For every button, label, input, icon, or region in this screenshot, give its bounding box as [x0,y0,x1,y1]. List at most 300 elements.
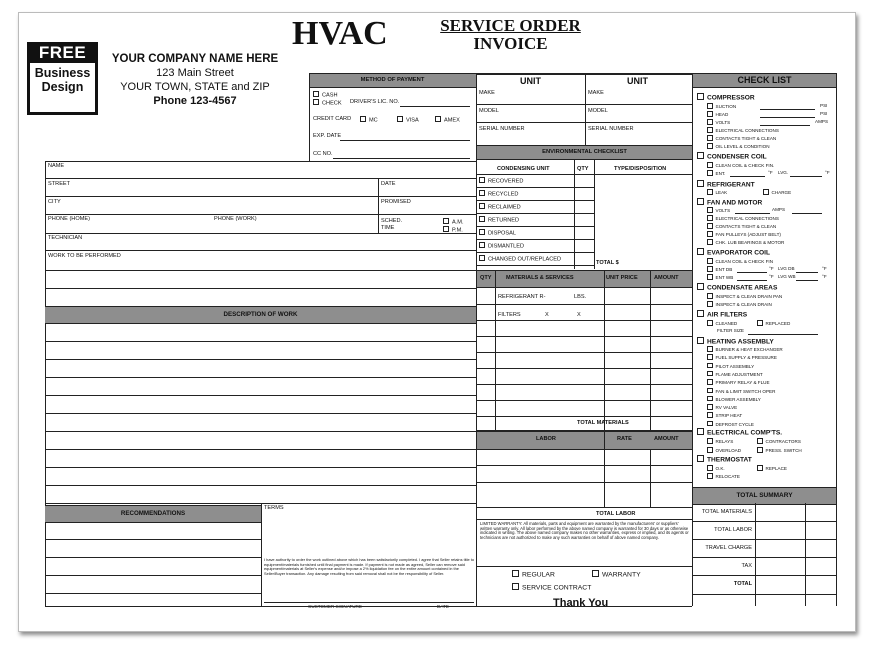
thermostat-ok-checkbox[interactable] [707,465,713,471]
lvg-db: LVG DB [778,266,795,271]
mat-vdiv-amount [650,270,651,507]
terms-divider [261,503,262,606]
unit-header-1: UNIT [520,76,541,86]
unit1-make: MAKE [479,90,495,96]
company-street: 123 Main Street [156,67,234,79]
heating-item-checkbox[interactable] [707,346,713,352]
heating-item[interactable]: STRIP HEAT [707,412,742,419]
heating-item[interactable]: FUEL SUPPLY & PRESSURE [707,354,777,361]
mat-total: TOTAL MATERIALS [577,420,629,426]
fan-pulleys[interactable]: FAN PULLEYS (ADJUST BELT) [707,231,781,238]
fm-volts[interactable]: VOLTS [707,207,730,214]
env-item[interactable] [479,203,521,212]
env-col-type: TYPE/DISPOSITION [614,166,667,172]
contacts[interactable]: CONTACTS TIGHT & CLEAN [707,135,776,142]
env-row-line [477,187,594,188]
rec-line-3 [45,575,261,576]
sched-label: SCHED. [381,218,403,224]
press-switch-checkbox[interactable] [757,447,763,453]
thermostat-replace-checkbox[interactable] [757,465,763,471]
warranty-text: LIMITED WARRANTY: All materials, parts and equipment are warranted by the manufacturers' or suppliers' written warranty only. All labor performed by the above named company is warranted for 30 days or as otherwise indicated in writing. The above named company makes no other warranties, express or implied, and its agents or technicians are not authorized to make any such warranties on behalf of above named company. [480,521,689,540]
press-switch[interactable]: PRESS. SWITCH [757,447,802,454]
title-invoice: INVOICE [473,34,548,53]
mat-vdiv-unit [604,270,605,431]
pay-amex[interactable]: AMEX [435,116,460,125]
labor-line[interactable] [477,482,692,483]
labor-col-amount: AMOUNT [654,436,679,442]
env-row-line [477,239,594,240]
thermostat-replace[interactable]: REPLACE [757,465,787,472]
fm-contacts[interactable]: CONTACTS TIGHT & CLEAN [707,223,776,230]
env-checkbox[interactable] [479,255,485,261]
drivers-lic-line[interactable] [400,106,470,107]
compressor-checkbox[interactable] [697,93,704,100]
heating-assembly-checkbox[interactable] [697,337,704,344]
condenser-coil[interactable]: CONDENSER COIL [697,152,767,162]
env-row-line [477,265,595,266]
phone-home-label: PHONE (HOME) [48,216,90,222]
heating-item-checkbox[interactable] [707,396,713,402]
replaced[interactable]: REPLACED [757,320,790,327]
clean-coil[interactable]: CLEAN COIL & CHECK FIN. [707,162,774,169]
heating-item[interactable]: RV VALVE [707,404,737,411]
recommendations-header: RECOMMENDATIONS [45,505,261,523]
psi-unit: PSI [820,111,828,116]
rec-line-1 [45,539,261,540]
env-item-label: RECLAIMED [488,204,521,211]
unit2-make: MAKE [588,90,604,96]
checklist-fill-line[interactable] [796,272,818,273]
elec-conn-checkbox[interactable] [707,127,713,133]
summary-vdiv-2 [805,503,806,606]
labor-col-header: LABOR [536,436,556,442]
city-label: CITY [48,199,61,205]
cleaned-checkbox[interactable] [707,320,713,326]
deg-1: °F [768,170,773,175]
materials-line[interactable] [477,320,692,321]
charge[interactable]: CHARGE [763,189,791,196]
warranty-top-line [477,519,692,520]
title-hvac: HVAC [292,15,388,52]
service-contract-checkbox[interactable] [512,583,519,590]
labor-col-rate: RATE [617,436,632,442]
env-item[interactable] [479,216,519,225]
evaporator-coil[interactable]: EVAPORATOR COIL [697,248,770,258]
rec-line-2 [45,557,261,558]
cust-line-6 [45,270,476,271]
thermostat-ok[interactable]: O.K. [707,465,725,472]
env-item-label: DISMANTLED [488,243,525,250]
env-item-label: RECYCLED [488,191,519,198]
condensate-areas-checkbox[interactable] [697,283,704,290]
summary-row-label: TOTAL [733,581,752,587]
insp-drain-checkbox[interactable] [707,301,713,307]
filter-size: FILTER SIZE [717,328,744,333]
mat-filters: FILTERS [498,312,521,318]
am-checkbox[interactable] [443,218,449,224]
deg-4: °F [822,266,827,271]
summary-row-label: TAX [741,563,752,569]
promised-label: PROMISED [381,199,411,205]
mat-lbs: LBS. [574,294,587,300]
unit2-model: MODEL [588,108,608,114]
env-checkbox[interactable] [479,229,485,235]
cust-line-3 [45,214,476,215]
logo-design-text: Design [41,80,84,94]
charge-checkbox[interactable] [763,189,769,195]
lvg-wb: LVG WB [778,274,796,279]
unit-line-2 [477,122,692,123]
description-line[interactable] [45,431,476,432]
pay-mc[interactable]: MC [360,116,378,125]
heating-item-checkbox[interactable] [707,421,713,427]
thermostat[interactable]: THERMOSTAT [697,455,752,465]
thermostat-checkbox[interactable] [697,455,704,462]
cleaned[interactable]: CLEANED [707,320,737,327]
summary-header: TOTAL SUMMARY [693,487,836,505]
terms-label: TERMS [264,505,284,511]
opt-warranty[interactable]: WARRANTY [592,570,641,580]
exp-date-label: EXP. DATE [313,133,342,139]
condensate-areas[interactable]: CONDENSATE AREAS [697,283,777,293]
mat-col-amount: AMOUNT [654,275,679,281]
replaced-checkbox[interactable] [757,320,763,326]
mat-col-unitprice: UNIT PRICE [606,275,638,281]
summary-row-label: TRAVEL CHARGE [705,545,752,551]
heating-item[interactable]: BLOWER ASSEMBLY [707,396,761,403]
ent[interactable]: ENT. [707,170,725,177]
materials-line[interactable] [477,352,692,353]
warranty-bottom-line [477,566,692,567]
description-line[interactable] [45,377,476,378]
oil-level-checkbox[interactable] [707,143,713,149]
pay-check[interactable]: CHECK [313,99,342,108]
title-service-order [418,17,603,35]
check-checkbox[interactable] [313,99,319,105]
env-row-line [477,226,594,227]
heating-item[interactable]: PRIMARY RELAY & FLUE [707,379,770,386]
env-checkbox[interactable] [479,177,485,183]
relays-checkbox[interactable] [707,438,713,444]
title-service-order-text: SERVICE ORDER [440,16,581,35]
heating-item[interactable]: FLAME ADJUSTMENT [707,371,763,378]
volts[interactable]: VOLTS [707,119,730,126]
heating-item-checkbox[interactable] [707,354,713,360]
materials-line[interactable] [477,384,692,385]
date-label: DATE [381,181,396,187]
deg-2: °F [825,170,830,175]
materials-line[interactable] [477,400,692,401]
ev-clean-checkbox[interactable] [707,258,713,264]
heating-item-checkbox[interactable] [707,379,713,385]
head[interactable]: HEAD [707,111,728,118]
unit2-serial: SERIAL NUMBER [588,126,634,132]
right-border [836,73,837,606]
contacts-checkbox[interactable] [707,135,713,141]
exp-date-line[interactable] [340,140,470,141]
env-header: ENVIRONMENTAL CHECKLIST [477,145,692,160]
env-row-line [477,213,594,214]
mat-x-1: X [545,312,549,318]
env-item[interactable] [479,229,516,238]
time-label: TIME [381,225,395,231]
thermostat-relocate-checkbox[interactable] [707,473,713,479]
materials-line[interactable] [477,416,692,417]
summary-row-label: TOTAL LABOR [714,527,752,533]
mat-refrigerant: REFRIGERANT R- [498,294,546,300]
street-label: STREET [48,181,71,187]
signature-label: CUSTOMER SIGNATURE [308,604,362,609]
authorization-text: I have authority to order the work outlined above which has been satisfactorily completed. I agree that Seller retains title to equipment/materials furnished until final payment is made. If payment is not made as agreed, Seller can remove said equipment/materials at Seller's expense and/or impose a 2% liquidation fee on the entire amount contained in the Seller/Buyer transaction. Any damage resulting from said removal shall not be the responsibility of Seller. [264,557,474,576]
insp-drain-pan[interactable]: INSPECT & CLEAN DRAIN PAN [707,293,782,300]
oil-level[interactable]: OIL LEVEL & CONDITION [707,143,770,150]
heating-item-checkbox[interactable] [707,388,713,394]
rec-top-line [45,503,476,504]
drivers-lic-label: DRIVER'S LIC. NO. [350,99,400,105]
summary-row-line[interactable] [693,557,836,558]
regular-checkbox[interactable] [512,570,519,577]
mc-checkbox[interactable] [360,116,366,122]
env-checkbox[interactable] [479,216,485,222]
elec-conn[interactable]: ELECTRICAL CONNECTIONS [707,127,779,134]
env-item-label: RECOVERED [488,178,524,185]
suction[interactable]: SUCTION [707,103,736,110]
materials-line[interactable] [477,368,692,369]
air-filters-checkbox[interactable] [697,310,704,317]
fm-volts-checkbox[interactable] [707,207,713,213]
company-city: YOUR TOWN, STATE and ZIP [120,81,270,93]
unit-header-2: UNIT [627,76,648,86]
env-vdiv-2 [594,160,595,269]
labor-total: TOTAL LABOR [596,511,636,517]
contractors[interactable]: CONTRACTORS [757,438,801,445]
checklist-fill-line[interactable] [737,272,767,273]
mat-vdiv-qty [495,270,496,431]
technician-label: TECHNICIAN [48,235,83,241]
summary-row-line[interactable] [693,539,836,540]
company-logo [27,42,98,115]
env-row-line [477,200,594,201]
ent-db[interactable]: ENT DB [707,266,732,273]
rec-line-4 [45,593,261,594]
description-header: DESCRIPTION OF WORK [45,306,476,324]
env-col-condensing: CONDENSING UNIT [497,166,550,172]
company-phone: Phone 123-4567 [153,95,237,107]
refrigerant-checkbox[interactable] [697,180,704,187]
logo-business-text: Business [34,66,91,80]
psi-unit: PSI [820,103,828,108]
unit-line-1 [477,104,692,105]
compressor[interactable]: COMPRESSOR [697,93,755,103]
description-line[interactable] [45,467,476,468]
description-line[interactable] [45,341,476,342]
warranty-checkbox[interactable] [592,570,599,577]
description-line[interactable] [45,449,476,450]
cust-line-1 [45,178,476,179]
heating-item-checkbox[interactable] [707,412,713,418]
env-item[interactable] [479,242,524,251]
heating-item[interactable]: PILOT ASSEMBLY [707,363,754,370]
checklist-fill-line[interactable] [796,280,818,281]
checklist-fill-line[interactable] [792,213,822,214]
mat-x-2: X [577,312,581,318]
description-line[interactable] [45,395,476,396]
pay-cash[interactable]: CASH [313,91,338,100]
payment-header: METHOD OF PAYMENT [309,73,476,88]
env-item[interactable] [479,190,518,199]
cust-vdiv [378,178,379,233]
cust-top-line [45,161,476,162]
thermostat-relocate[interactable]: RELOCATE [707,473,740,480]
description-line[interactable] [45,413,476,414]
checklist-fill-line[interactable] [737,280,767,281]
deg-6: °F [822,274,827,279]
labor-vdiv-rate [604,431,605,507]
opt-regular[interactable]: REGULAR [512,570,555,580]
overload[interactable]: OVERLOAD [707,447,741,454]
ent-checkbox[interactable] [707,170,713,176]
checklist-left-border [692,73,693,606]
env-item-label: CHANGED OUT/REPLACED [488,256,562,263]
suction-checkbox[interactable] [707,103,713,109]
env-line-head [477,174,692,175]
name-label: NAME [48,163,65,169]
description-line[interactable] [45,359,476,360]
ev-clean[interactable]: CLEAN COIL & CHECK FIN [707,258,773,265]
mat-col-header: MATERIALS & SERVICES [506,275,574,281]
credit-card-label: CREDIT CARD [313,116,352,122]
summary-vdiv-1 [755,503,756,606]
fm-amps: AMPS [772,207,786,212]
thank-you: Thank You [553,597,609,609]
checklist-header: CHECK LIST [693,73,836,88]
company-block [100,52,290,108]
pm-option[interactable]: P.M. [443,226,463,235]
refrigerant[interactable]: REFRIGERANT [697,180,755,190]
heating-item[interactable]: FAN & LIMIT SWITCH OPER [707,388,775,395]
lvg: LVG. [778,170,789,175]
env-col-qty: QTY [577,166,589,172]
summary-row-line[interactable] [693,575,836,576]
env-item-label: RETURNED [488,217,520,224]
deg-3: °F [769,266,774,271]
insp-drain[interactable]: INSPECT & CLEAN DRAIN [707,301,772,308]
volts-checkbox[interactable] [707,119,713,125]
head-checkbox[interactable] [707,111,713,117]
checklist-fill-line[interactable] [760,117,815,118]
heating-item[interactable]: DEFROST CYCLE [707,421,754,428]
leak[interactable]: LEAK [707,189,727,196]
company-name: YOUR COMPANY NAME HERE [111,53,279,65]
description-line[interactable] [45,485,476,486]
checklist-fill-line[interactable] [760,125,810,126]
env-row-line [477,252,594,253]
checklist-fill-line[interactable] [730,176,765,177]
cust-line-5 [45,250,476,251]
unit-divider [585,73,586,145]
condenser-coil-checkbox[interactable] [697,152,704,159]
cash-checkbox[interactable] [313,91,319,97]
heating-item-checkbox[interactable] [707,363,713,369]
fm-elec[interactable]: ELECTRICAL CONNECTIONS [707,215,779,222]
cc-no-label: CC NO. [313,151,333,157]
cust-line-2 [45,196,476,197]
pay-visa[interactable]: VISA [397,116,419,125]
electrical-compts[interactable]: ELECTRICAL COMP'TS. [697,428,782,438]
air-filters[interactable]: AIR FILTERS [697,310,747,320]
cust-line-4 [45,233,476,234]
fm-contacts-checkbox[interactable] [707,223,713,229]
fm-elec-checkbox[interactable] [707,215,713,221]
mat-col-qty: QTY [480,275,492,281]
ent-db-checkbox[interactable] [707,266,713,272]
summary-row-line[interactable] [693,594,836,595]
heating-assembly[interactable]: HEATING ASSEMBLY [697,337,774,347]
materials-line[interactable] [477,304,692,305]
labor-line[interactable] [477,465,692,466]
env-checkbox[interactable] [479,242,485,248]
heating-item[interactable]: BURNER & HEAT EXCHANGER [707,346,783,353]
env-item-label: DISPOSAL [488,230,516,237]
unit1-model: MODEL [479,108,499,114]
relays[interactable]: RELAYS [707,438,733,445]
signature-date-label: DATE [437,604,449,609]
labor-total-line [477,507,692,508]
env-checkbox[interactable] [479,190,485,196]
unit1-serial: SERIAL NUMBER [479,126,525,132]
contractors-checkbox[interactable] [757,438,763,444]
logo-inner [30,63,95,112]
env-item[interactable] [479,177,523,186]
chk-lub-checkbox[interactable] [707,239,713,245]
heating-item-checkbox[interactable] [707,404,713,410]
env-checkbox[interactable] [479,203,485,209]
phone-work-label: PHONE (WORK) [214,216,257,222]
cc-no-line[interactable] [333,158,470,159]
checklist-fill-line[interactable] [790,176,822,177]
summary-row-label: TOTAL MATERIALS [701,509,752,515]
amps-unit: AMPS [815,119,829,124]
overload-checkbox[interactable] [707,447,713,453]
summary-row-line[interactable] [693,521,836,522]
fan-pulleys-checkbox[interactable] [707,231,713,237]
logo-free-text: FREE [38,43,87,62]
ent-wb-checkbox[interactable] [707,274,713,280]
heating-item-checkbox[interactable] [707,371,713,377]
opt-service-contract[interactable]: SERVICE CONTRACT [512,583,591,593]
clean-coil-checkbox[interactable] [707,162,713,168]
leak-checkbox[interactable] [707,189,713,195]
pm-checkbox[interactable] [443,226,449,232]
amex-checkbox[interactable] [435,116,441,122]
electrical-compts-checkbox[interactable] [697,428,704,435]
checklist-fill-line[interactable] [735,213,770,214]
materials-line[interactable] [477,336,692,337]
work-label: WORK TO BE PERFORMED [48,253,121,259]
fan-and-motor-checkbox[interactable] [697,198,704,205]
insp-drain-pan-checkbox[interactable] [707,293,713,299]
ent-wb[interactable]: ENT WB [707,274,733,281]
env-item[interactable] [479,255,561,264]
visa-checkbox[interactable] [397,116,403,122]
checklist-fill-line[interactable] [760,109,815,110]
evaporator-coil-checkbox[interactable] [697,248,704,255]
am-option[interactable]: A.M. [443,218,464,227]
checklist-fill-line[interactable] [748,334,818,335]
chk-lub[interactable]: CHK. LUB BEARINGS & MOTOR [707,239,784,246]
fan-and-motor[interactable]: FAN AND MOTOR [697,198,762,208]
deg-5: °F [769,274,774,279]
